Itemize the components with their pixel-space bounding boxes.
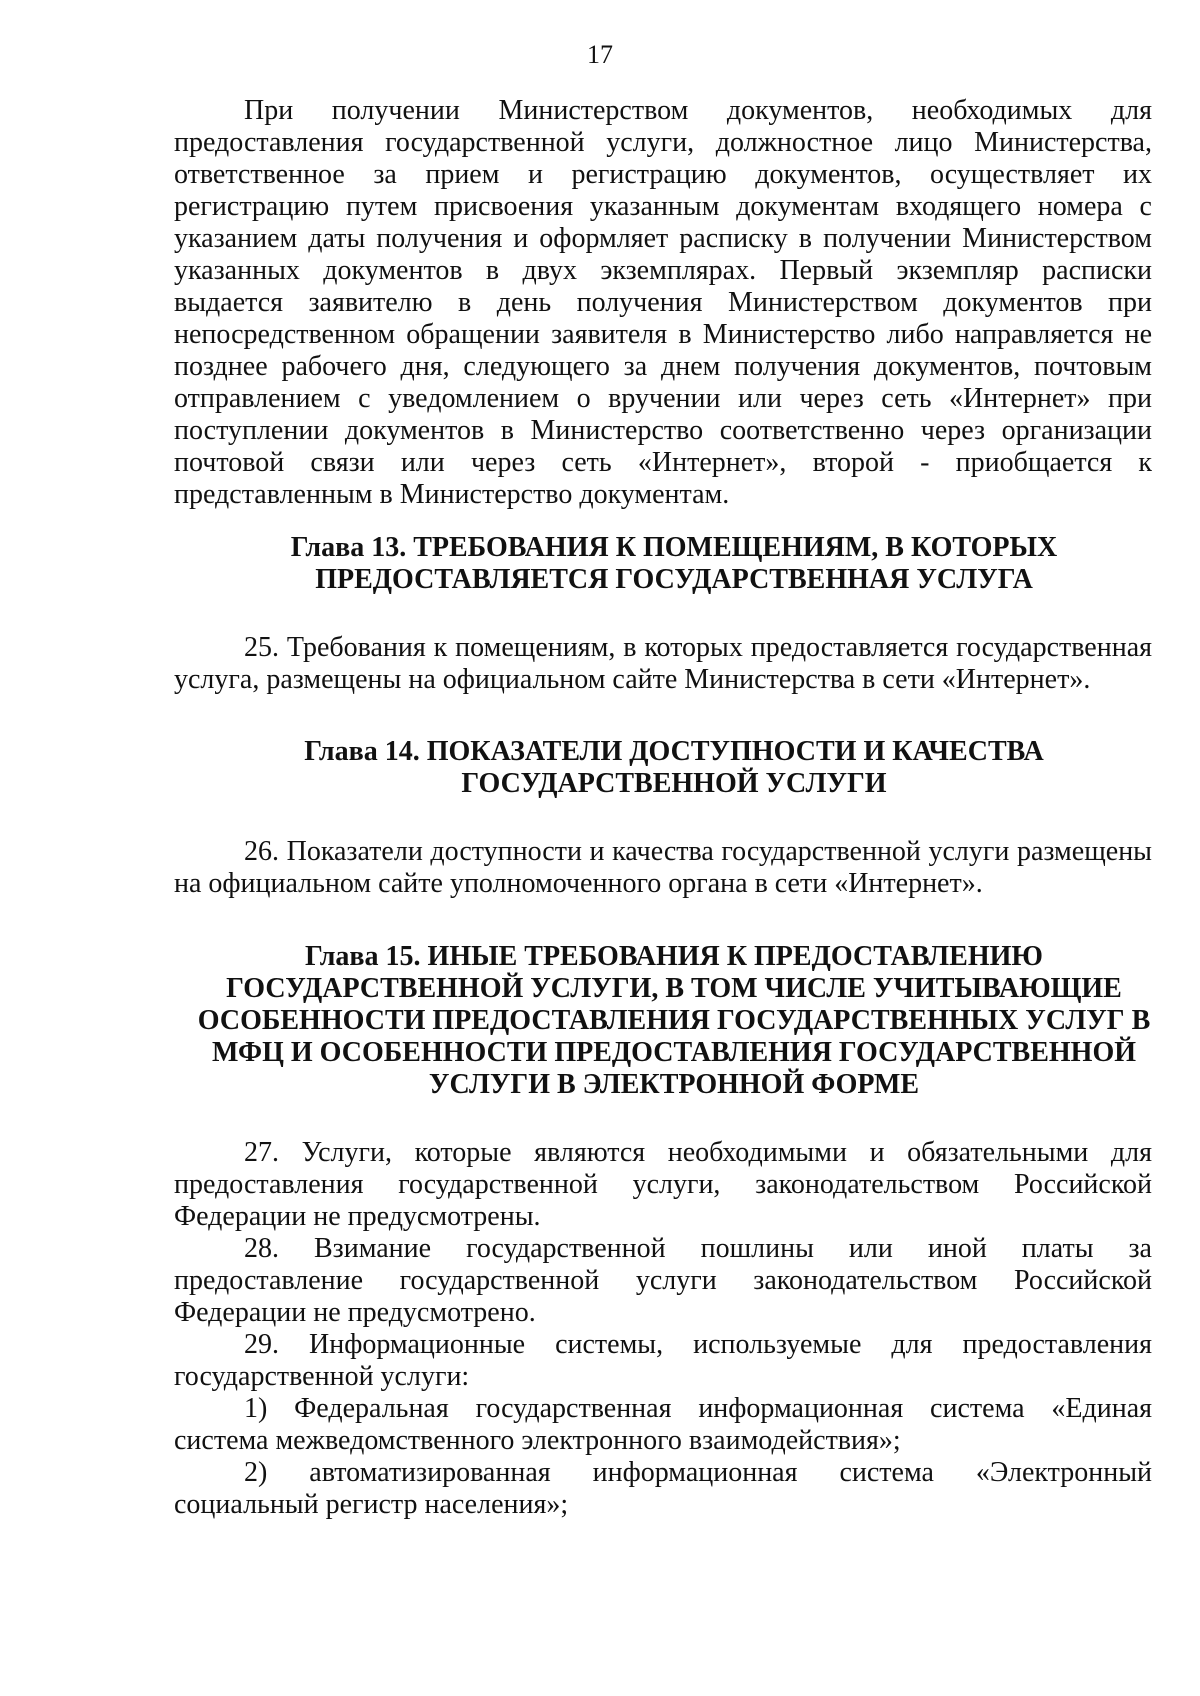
list-item-29-1: 1) Федеральная государственная информационная система «Единая система межведомственного электронного взаимодействия»; (174, 1393, 1152, 1456)
chapter-15-heading: Глава 15. ИНЫЕ ТРЕБОВАНИЯ К ПРЕДОСТАВЛЕНИЮ ГОСУДАРСТВЕННОЙ УСЛУГИ, В ТОМ ЧИСЛЕ УЧИТЫВАЮЩИЕ ОСОБЕННОСТИ ПРЕДОСТАВЛЕНИЯ ГОСУДАРСТВЕННЫХ УСЛУГ В МФЦ И ОСОБЕННОСТИ ПРЕДОСТАВЛЕНИЯ ГОСУДАРСТВЕННОЙ УСЛУГИ В ЭЛЕКТРОННОЙ ФОРМЕ (197, 941, 1151, 1100)
paragraph-26: 26. Показатели доступности и качества государственной услуги размещены на официальном сайте уполномоченного органа в сети «Интернет». (174, 836, 1152, 899)
paragraph-27: 27. Услуги, которые являются необходимыми и обязательными для предоставления государственной услуги, законодательством Российской Федерации не предусмотрены. (174, 1137, 1152, 1232)
paragraph-25: 25. Требования к помещениям, в которых предоставляется государственная услуга, размещены на официальном сайте Министерства в сети «Интернет». (174, 632, 1152, 695)
page-number: 17 (587, 40, 613, 69)
paragraph-28: 28. Взимание государственной пошлины или иной платы за предоставление государственной услуги законодательством Российской Федерации не предусмотрено. (174, 1233, 1152, 1328)
paragraph-document-receipt: При получении Министерством документов, необходимых для предоставления государственной услуги, должностное лицо Министерства, ответственное за прием и регистрацию документов, осуществляет их регистрацию путем присвоения указанным документам входящего номера с указанием даты получения и оформляет расписку в получении Министерством указанных документов в двух экземплярах. Первый экземпляр расписки выдается заявителю в день получения Министерством документов при непосредственном обращении заявителя в Министерство либо направляется не позднее рабочего дня, следующего за днем получения документов, почтовым отправлением с уведомлением о вручении или через сеть «Интернет» при поступлении документов в Министерство соответственно через организации почтовой связи или через сеть «Интернет», второй - приобщается к представленным в Министерство документам. (174, 95, 1152, 510)
document-body (174, 95, 1152, 1521)
chapter-14-heading: Глава 14. ПОКАЗАТЕЛИ ДОСТУПНОСТИ И КАЧЕСТВА ГОСУДАРСТВЕННОЙ УСЛУГИ (304, 736, 1044, 799)
paragraph-29: 29. Информационные системы, используемые для предоставления государственной услуги: (174, 1329, 1152, 1392)
chapter-13-heading: Глава 13. ТРЕБОВАНИЯ К ПОМЕЩЕНИЯМ, В КОТОРЫХ ПРЕДОСТАВЛЯЕТСЯ ГОСУДАРСТВЕННАЯ УСЛУГА (290, 532, 1058, 595)
list-item-29-2: 2) автоматизированная информационная система «Электронный социальный регистр населения»; (174, 1457, 1152, 1520)
